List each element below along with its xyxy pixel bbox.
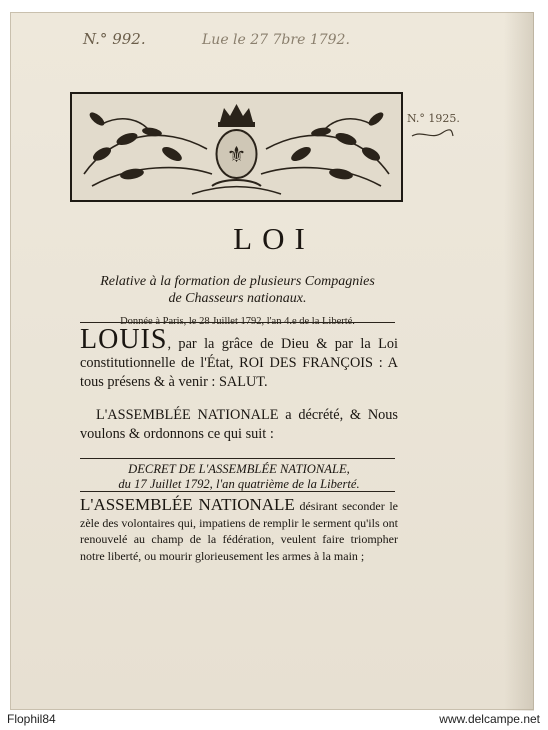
section-divider xyxy=(80,458,395,459)
document-subtitle xyxy=(80,273,395,307)
drop-cap-louis: LOUIS xyxy=(80,324,168,355)
document-title: LOI xyxy=(233,221,315,256)
svg-text:⚜: ⚜ xyxy=(226,143,247,168)
fleur-de-lis-crest-icon xyxy=(72,94,401,200)
paragraph-decree-intro: L'ASSEMBLÉE NATIONALE a décrété, & Nous voulons & ordonnons ce qui suit : xyxy=(80,407,398,442)
printed-side-number: N.° 1925. xyxy=(407,112,460,125)
paragraph-preamble xyxy=(80,324,398,392)
site-watermark[interactable]: www.delcampe.net xyxy=(439,712,540,726)
decree-heading-line-2: du 17 Juillet 1792, l'an quatrième de la Liberté. xyxy=(118,477,360,491)
royal-arms-vignette xyxy=(70,92,403,202)
handwritten-date: Lue le 27 7bre 1792. xyxy=(202,32,350,48)
section-divider-2 xyxy=(80,491,395,492)
swash-ornament xyxy=(410,128,454,140)
subtitle-line-2: de Chasseurs nationaux. xyxy=(168,291,307,306)
assembly-name: L'ASSEMBLÉE NATIONALE xyxy=(80,495,295,514)
subtitle-line-1: Relative à la formation de plusieurs Compagnies xyxy=(100,274,375,289)
decree-heading xyxy=(80,462,398,492)
decree-body-text: désirant seconder le zèle des volontaires qui, impatiens de remplir le serment qu'ils ont renouvelé au champ de la fédération, veulent faire triompher notre liberté, ou mourir glorieusement les armes à la main ; xyxy=(80,499,398,563)
strike-rule xyxy=(80,322,395,323)
preamble-text: , par la grâce de Dieu & par la Loi constitutionnelle de l'État, ROI DES FRANÇOIS : A tous présens & à venir : SALUT. xyxy=(80,336,398,390)
handwritten-number: N.° 992. xyxy=(83,30,146,48)
decree-heading-line-1: DECRET DE L'ASSEMBLÉE NATIONALE, xyxy=(128,462,350,476)
seller-name: Flophil84 xyxy=(7,712,56,726)
paragraph-decree-body xyxy=(80,497,398,564)
